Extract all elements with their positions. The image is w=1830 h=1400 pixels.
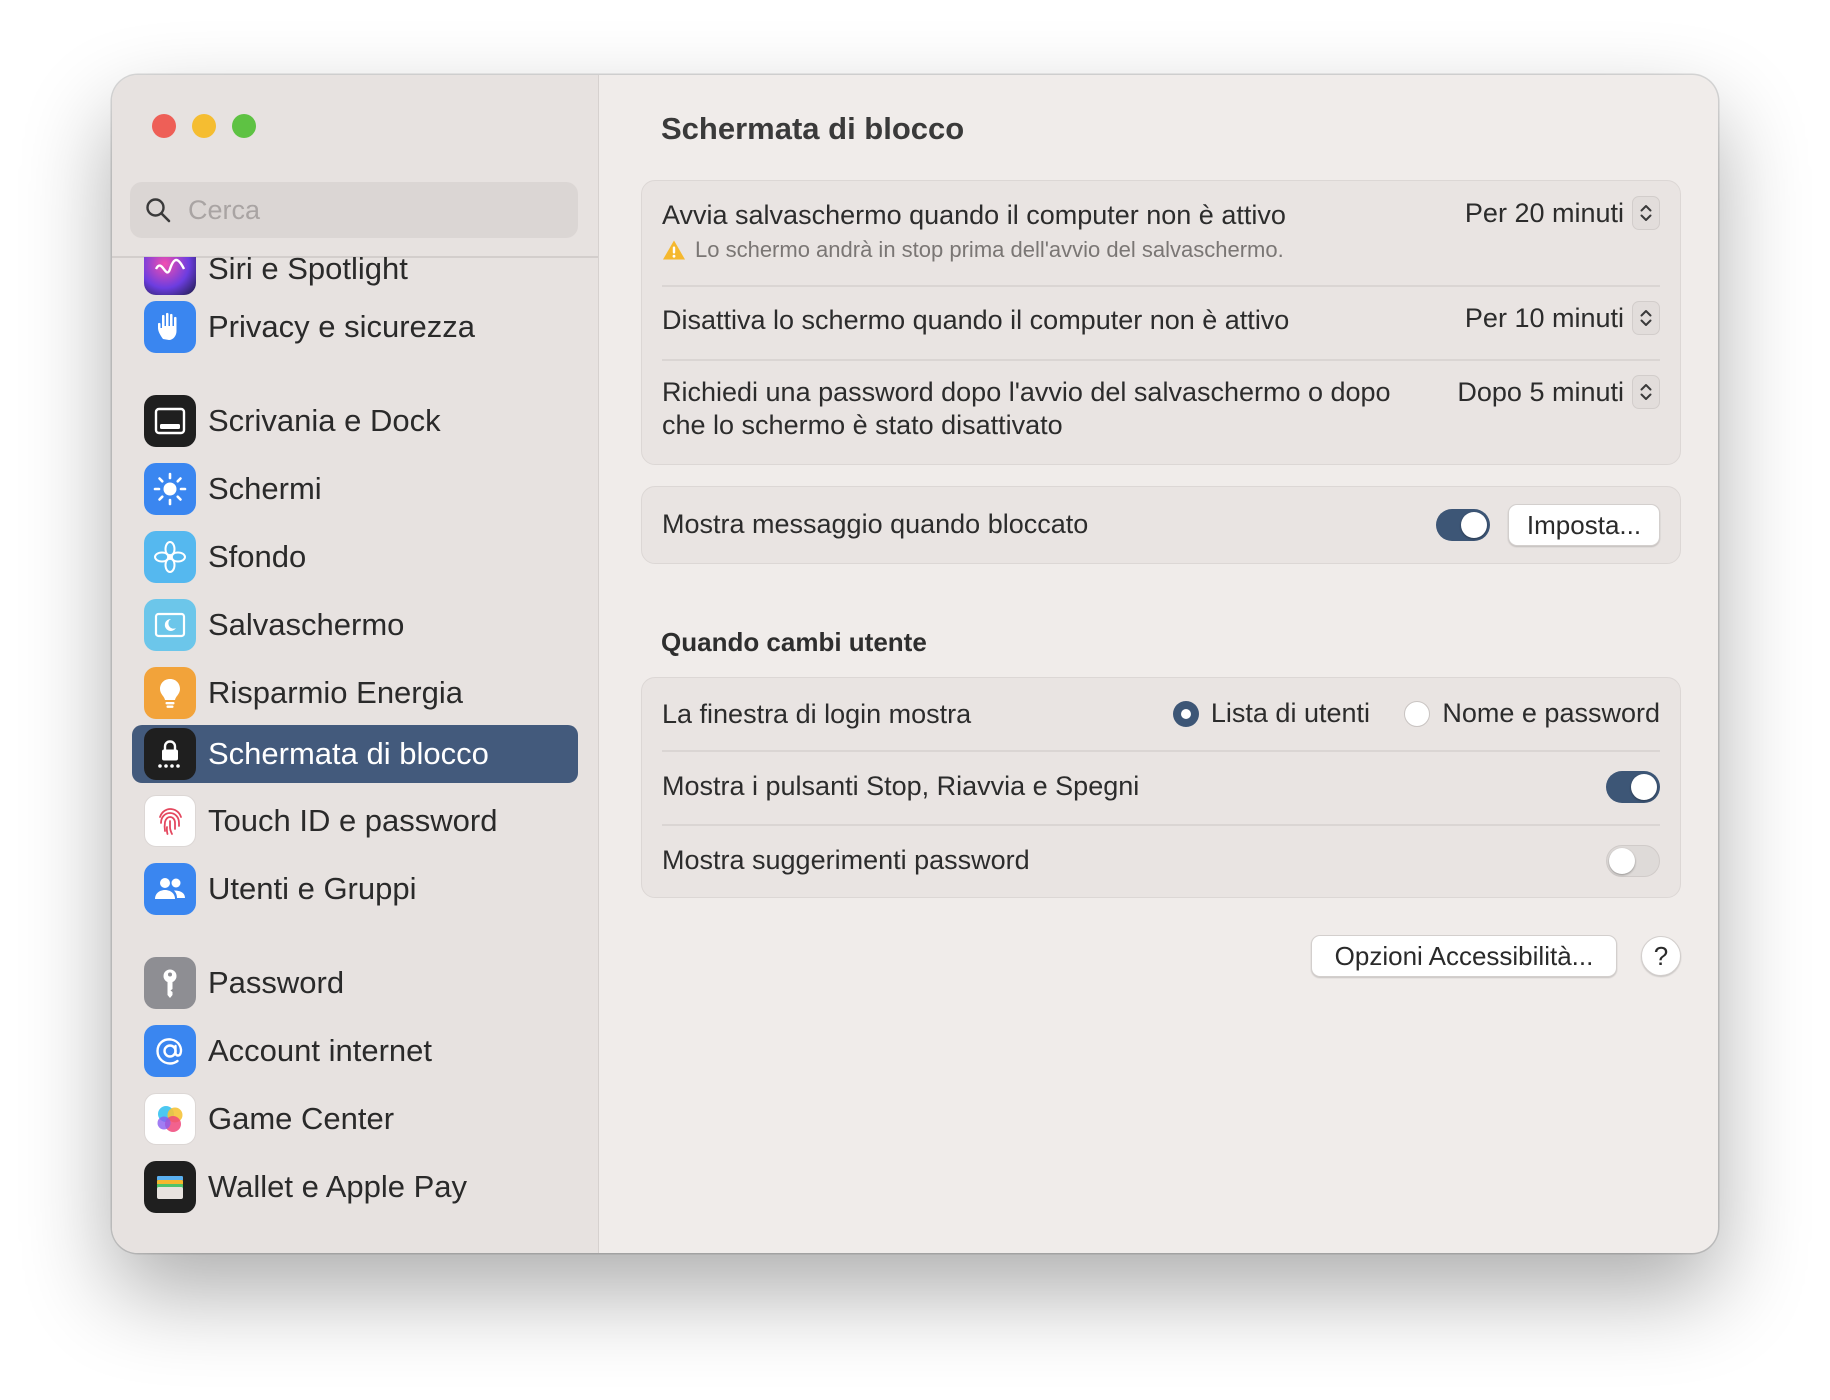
screensaver-delay-value: Per 20 minuti: [1464, 197, 1624, 228]
users-icon: [144, 863, 196, 915]
radio-selected-icon: [1173, 701, 1199, 727]
page-title: Schermata di blocco: [661, 111, 965, 146]
require-password-delay-popup[interactable]: [1457, 375, 1660, 409]
sidebar-item-displays[interactable]: [132, 455, 578, 523]
close-window-button[interactable]: [152, 114, 176, 138]
sidebar-item-wallpaper[interactable]: [132, 523, 578, 591]
power-buttons-label: Mostra i pulsanti Stop, Riavvia e Spegni: [662, 771, 1140, 801]
sidebar-item-game-center[interactable]: [132, 1085, 578, 1153]
lock-message-row: [662, 487, 1660, 563]
hand-icon: [144, 301, 196, 353]
require-password-label: Richiedi una password dopo l'avvio del salvaschermo o dopo che lo schermo è stato disattivato: [662, 377, 1391, 440]
timing-settings-group: [641, 180, 1681, 465]
lock-message-toggle[interactable]: [1436, 509, 1490, 541]
wallet-icon: [144, 1161, 196, 1213]
sidebar-item-users-groups[interactable]: [132, 855, 578, 923]
screensaver-row: [662, 181, 1660, 285]
password-hints-row: [662, 826, 1660, 896]
at-icon: [144, 1025, 196, 1077]
sidebar-item-label: Game Center: [208, 1101, 395, 1136]
sidebar-item-internet-accounts[interactable]: [132, 1017, 578, 1085]
screensaver-warning: [662, 237, 1284, 263]
radio-label: Lista di utenti: [1210, 698, 1370, 728]
password-hints-toggle[interactable]: [1606, 845, 1660, 877]
sidebar-item-wallet[interactable]: [132, 1153, 578, 1221]
fingerprint-icon: [144, 795, 196, 847]
display-off-delay-popup[interactable]: [1465, 301, 1660, 335]
power-buttons-row: [662, 752, 1660, 822]
maximize-window-button[interactable]: [232, 114, 256, 138]
sidebar-item-label: Password: [208, 965, 345, 1000]
sidebar-item-label: Salvaschermo: [208, 607, 405, 642]
password-hints-label: Mostra suggerimenti password: [662, 845, 1030, 875]
toggle-knob: [1461, 512, 1487, 538]
help-button[interactable]: ?: [1641, 936, 1681, 976]
lock-message-group: [641, 486, 1681, 564]
lightbulb-icon: [144, 667, 196, 719]
sidebar-item-label: Sfondo: [208, 539, 307, 574]
siri-icon: [144, 257, 196, 295]
sidebar-item-label: Schermata di blocco: [208, 736, 489, 771]
sidebar-item-label: Wallet e Apple Pay: [208, 1169, 468, 1204]
sidebar-item-label: Account internet: [208, 1033, 433, 1068]
game-center-icon: [144, 1093, 196, 1145]
switch-user-section-title: Quando cambi utente: [661, 627, 927, 657]
sidebar-item-passwords[interactable]: [132, 949, 578, 1017]
sidebar-item-screensaver[interactable]: [132, 591, 578, 659]
lock-icon: [144, 728, 196, 780]
toggle-knob: [1631, 774, 1657, 800]
screensaver-label: Avvia salvaschermo quando il computer non è attivo: [662, 200, 1286, 230]
radio-list-of-users[interactable]: [1173, 698, 1370, 729]
sidebar-item-privacy[interactable]: [132, 293, 578, 361]
sidebar-item-label: Touch ID e password: [208, 803, 498, 838]
sidebar-item-label: Risparmio Energia: [208, 675, 463, 710]
radio-name-and-password[interactable]: [1404, 698, 1660, 729]
stepper-chevrons-icon: [1632, 196, 1660, 230]
sidebar-item-label: Schermi: [208, 471, 322, 506]
sun-icon: [144, 463, 196, 515]
sidebar-item-label: Privacy e sicurezza: [208, 309, 476, 344]
warning-icon: [662, 239, 686, 261]
search-input[interactable]: [186, 194, 570, 227]
stepper-chevrons-icon: [1632, 301, 1660, 335]
require-password-delay-value: Dopo 5 minuti: [1457, 376, 1624, 407]
login-window-row: [662, 678, 1660, 750]
sidebar-item-label: Utenti e Gruppi: [208, 871, 417, 906]
login-window-label: La finestra di login mostra: [662, 699, 972, 729]
main-content: [599, 75, 1718, 1253]
screensaver-delay-popup[interactable]: [1465, 196, 1660, 230]
search-field[interactable]: [130, 182, 578, 238]
accessibility-options-button[interactable]: Opzioni Accessibilità...: [1311, 935, 1617, 977]
search-icon: [144, 196, 172, 224]
screensaver-icon: [144, 599, 196, 651]
minimize-window-button[interactable]: [192, 114, 216, 138]
require-password-row: [662, 361, 1660, 464]
toggle-knob: [1609, 848, 1635, 874]
sidebar-item-desktop-dock[interactable]: [132, 387, 578, 455]
sidebar-item-energy[interactable]: [132, 659, 578, 727]
screensaver-warning-text: Lo schermo andrà in stop prima dell'avvio del salvaschermo.: [695, 237, 1284, 262]
display-off-label: Disattiva lo schermo quando il computer non è attivo: [662, 305, 1290, 335]
set-message-button[interactable]: Imposta...: [1508, 504, 1660, 546]
radio-unselected-icon: [1404, 701, 1430, 727]
sidebar: [112, 75, 599, 1253]
settings-window: [112, 75, 1718, 1253]
display-off-row: [662, 287, 1660, 355]
display-off-delay-value: Per 10 minuti: [1464, 302, 1624, 333]
key-icon: [144, 957, 196, 1009]
stepper-chevrons-icon: [1632, 375, 1660, 409]
radio-label: Nome e password: [1442, 698, 1660, 728]
switch-user-group: [641, 677, 1681, 898]
power-buttons-toggle[interactable]: [1606, 771, 1660, 803]
dock-icon: [144, 395, 196, 447]
lock-message-label: Mostra messaggio quando bloccato: [662, 509, 1089, 539]
sidebar-item-lock-screen[interactable]: [132, 725, 578, 783]
window-controls: [152, 114, 256, 138]
sidebar-item-label: Siri e Spotlight: [208, 257, 408, 286]
sidebar-item-touch-id[interactable]: [132, 787, 578, 855]
sidebar-item-label: Scrivania e Dock: [208, 403, 441, 438]
sidebar-nav: [112, 257, 598, 1253]
flower-icon: [144, 531, 196, 583]
